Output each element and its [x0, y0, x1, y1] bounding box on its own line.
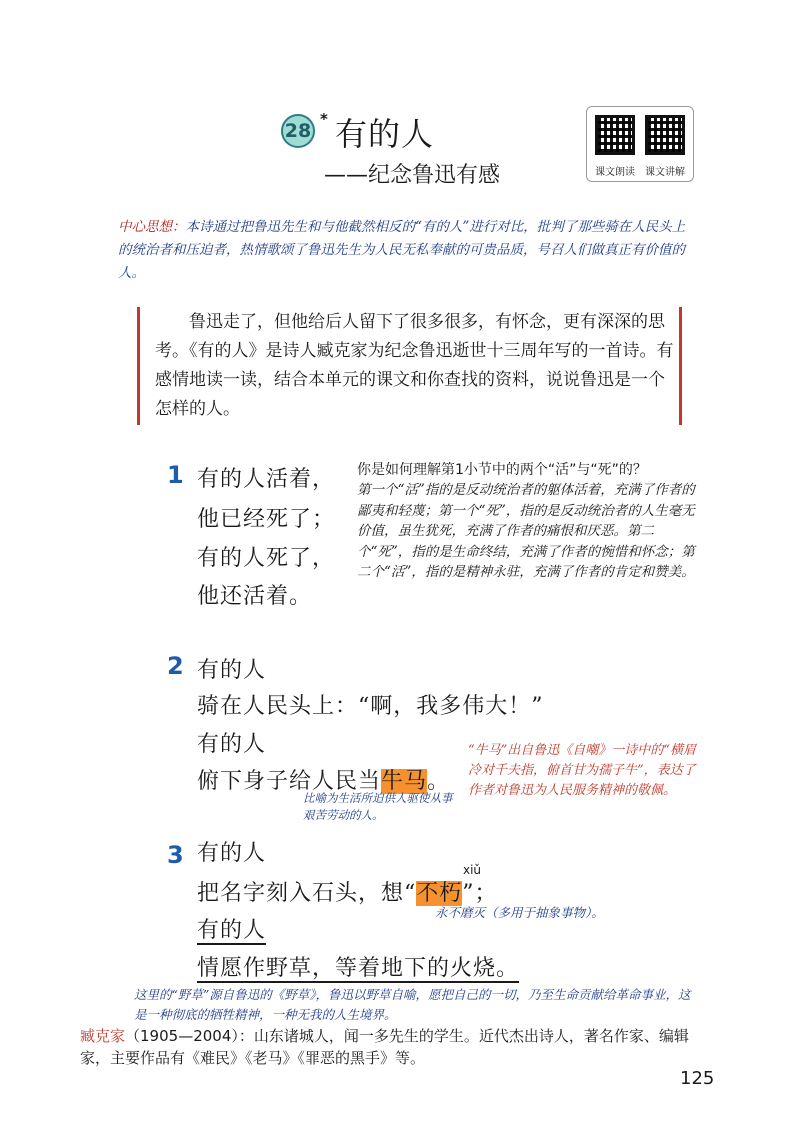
central-idea-text: 本诗通过把鲁迅先生和与他截然相反的“有的人”进行对比，批判了那些骑在人民头上的统治者和压迫者，热情歌颂了鲁迅先生为人民无私奉献的可贵品质，号召人们做真正有价值的人。 [118, 219, 686, 281]
stanza-3-number: 3 [167, 841, 184, 869]
stanza-2-number: 2 [167, 652, 184, 680]
stanza-1-question: 你是如何理解第1小节中的两个“活”与“死”的？ [357, 462, 647, 478]
central-idea-label: 中心思想： [118, 219, 186, 235]
stanza-1-line-3: 有的人死了， [197, 546, 336, 571]
stanza-2-line-4-end: 。 [427, 769, 451, 794]
stanza-1-line-4: 他还活着。 [197, 584, 313, 609]
stanza-2-line-1: 有的人 [197, 658, 267, 683]
qr-code-reading[interactable] [595, 115, 635, 155]
niuma-source-note: “牛马”出自鲁迅《自嘲》一诗中的“横眉冷对千夫指，俯首甘为孺子牛”，表达了作者对鲁迅为人民服务精神的敬佩。 [468, 743, 696, 798]
intro-paragraph: 鲁迅走了，但他给后人留下了很多很多，有怀念，更有深深的思考。《有的人》是诗人臧克家为纪念鲁迅逝世十三周年写的一首诗。有感情地读一读，结合本单元的课文和你查找的资料，说说鲁迅是一个怎样的人。 [155, 312, 674, 419]
qr-label-reading: 课文朗读 [595, 167, 635, 178]
wild-grass-note: 这里的“野草”源自鲁迅的《野草》，鲁迅以野草自喻，愿把自己的一切，乃至生命贡献给革命事业，这是一种彻底的牺牲精神，一种无我的人生境界。 [134, 987, 691, 1022]
niuma-meaning-note: 比喻为生活所迫供人驱使从事艰苦劳动的人。 [303, 791, 453, 822]
stanza-3-line-2-text: 把名字刻入石头，想“ [197, 881, 417, 906]
stanza-3-line-2-end: ”； [462, 881, 498, 906]
stanza-2-line-3: 有的人 [197, 732, 267, 757]
author-name: 臧克家 [80, 1027, 126, 1045]
buxiu-pinyin: xiǔ [463, 863, 482, 877]
stanza-3-line-2 [197, 876, 498, 907]
stanza-1-line-2: 他已经死了； [197, 507, 336, 532]
stanza-1-line-1: 有的人活着， [197, 467, 336, 492]
lesson-title: 有的人 [335, 115, 435, 153]
qr-code-explanation[interactable] [645, 115, 685, 155]
highlight-niuma: 牛马 [381, 769, 428, 794]
highlight-buxiu: 不朽 [416, 881, 463, 906]
stanza-1-number: 1 [167, 461, 184, 489]
stanza-3-line-1: 有的人 [197, 841, 267, 866]
buxiu-gloss: 永不磨灭（多用于抽象事物）。 [435, 905, 604, 920]
author-bio: （1905—2004）：山东诸城人，闻一多先生的学生。近代杰出诗人，著名作家、编辑家，主要作品有《难民》《老马》《罪恶的黑手》等。 [80, 1027, 689, 1067]
lesson-number-badge: 28 [281, 114, 315, 148]
page-number: 125 [680, 1068, 715, 1089]
central-idea-note [118, 216, 688, 285]
stanza-3-line-4 [197, 951, 519, 982]
intro-right-bar [679, 307, 682, 425]
author-note [80, 1025, 710, 1069]
intro-left-bar [137, 307, 140, 425]
stanza-3-line-3 [197, 913, 266, 944]
stanza-1-answer-note: 第一个“活”指的是反动统治者的躯体活着，充满了作者的鄙夷和轻蔑；第一个“死”，指的是反动统治者的人生毫无价值，虽生犹死，充满了作者的痛恨和厌恶。第二个“死”，指的是生命终结，充满了作者的惋惜和怀念；第二个“活”，指的是精神永驻，充满了作者的肯定和赞美。 [357, 482, 695, 580]
stanza-3-line-4-text: 情愿作野草，等着地下的火烧。 [197, 956, 520, 981]
stanza-2-line-2: 骑在人民头上：“啊，我多伟大！” [197, 694, 544, 719]
lesson-subtitle: ——纪念鲁迅有感 [324, 163, 501, 188]
stanza-3-line-3-text: 有的人 [197, 918, 267, 943]
qr-code-panel [586, 106, 694, 182]
optional-lesson-star: * [320, 110, 328, 128]
qr-label-explanation: 课文讲解 [645, 167, 685, 178]
stanza-2-line-4-text: 俯下身子给人民当 [197, 769, 382, 794]
